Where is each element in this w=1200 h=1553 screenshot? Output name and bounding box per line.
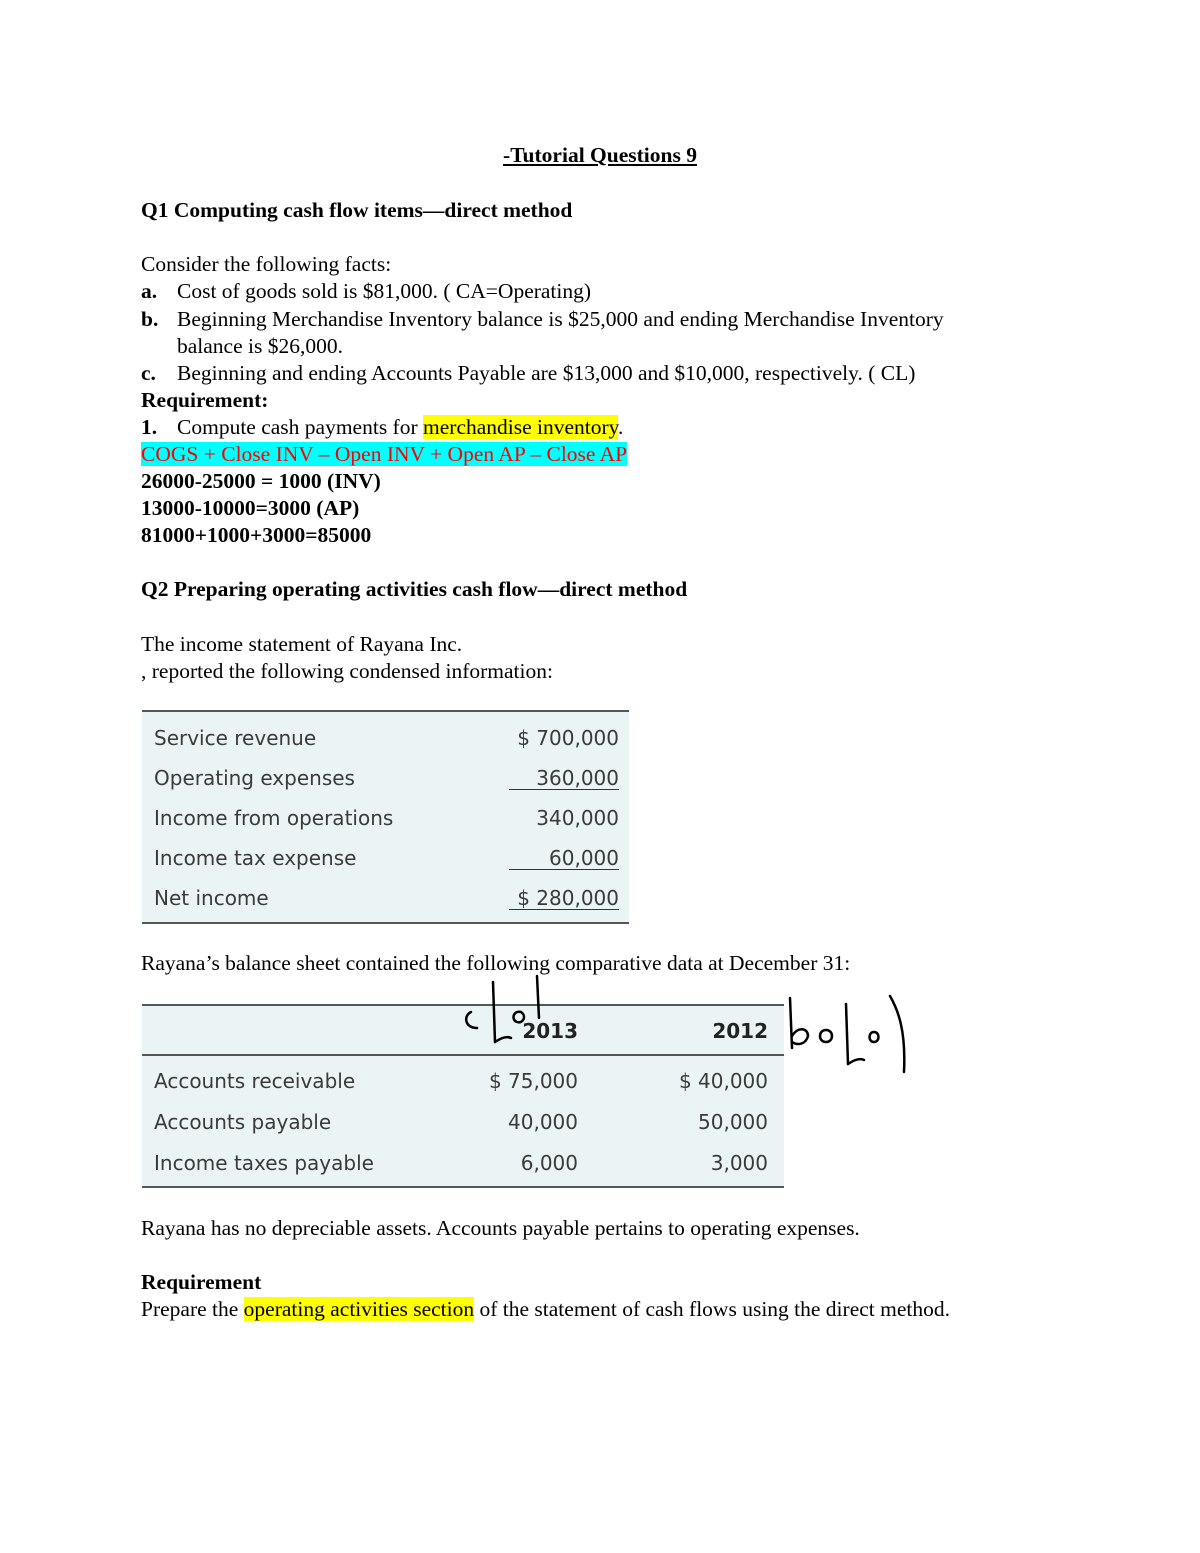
req-text-end: . bbox=[618, 415, 624, 439]
fact-label: c. bbox=[141, 361, 156, 385]
table-row bbox=[142, 758, 629, 798]
fact-label: a. bbox=[141, 279, 158, 303]
q1-requirement-label: Requirement: bbox=[141, 388, 269, 412]
value-2012: 3,000 bbox=[710, 1151, 768, 1175]
table-row bbox=[142, 838, 629, 878]
value-2012: $ 40,000 bbox=[678, 1069, 768, 1093]
balance-sheet-intro: Rayana’s balance sheet contained the following comparative data at December 31: bbox=[141, 951, 851, 975]
row-value: 60,000 bbox=[509, 838, 619, 870]
q2-intro-2: , reported the following condensed information: bbox=[141, 659, 553, 683]
q2-requirement-label: Requirement bbox=[141, 1270, 262, 1294]
row-label: Operating expenses bbox=[154, 766, 355, 790]
row-label: Income from operations bbox=[154, 806, 394, 830]
q1-fact-c bbox=[141, 360, 915, 387]
q1-work-3: 81000+1000+3000=85000 bbox=[141, 523, 372, 547]
q1-heading: Q1 Computing cash flow items—direct method bbox=[141, 198, 573, 222]
handwritten-annotation-2013 bbox=[455, 972, 555, 1047]
q1-fact-b-cont: balance is $26,000. bbox=[177, 334, 343, 358]
q1-intro: Consider the following facts: bbox=[141, 252, 392, 276]
column-header-2013: 2013 bbox=[522, 1019, 578, 1043]
row-value: $ 700,000 bbox=[517, 726, 619, 750]
table-row bbox=[142, 1102, 784, 1142]
value-2012: 50,000 bbox=[698, 1110, 768, 1134]
handwritten-annotation-2012 bbox=[782, 990, 917, 1075]
q2-requirement bbox=[141, 1296, 950, 1323]
row-label: Income taxes payable bbox=[154, 1151, 374, 1175]
q1-work-1: 26000-25000 = 1000 (INV) bbox=[141, 469, 381, 493]
table-row bbox=[142, 1143, 784, 1183]
table-row bbox=[142, 1061, 784, 1101]
q1-fact-b bbox=[141, 306, 944, 333]
row-value: $ 280,000 bbox=[509, 878, 619, 910]
row-label: Accounts receivable bbox=[154, 1069, 356, 1093]
income-statement-table bbox=[142, 710, 629, 924]
q1-formula bbox=[141, 441, 627, 468]
q1-fact-a bbox=[141, 278, 591, 305]
row-value: 360,000 bbox=[509, 758, 619, 790]
req-number: 1. bbox=[141, 415, 158, 439]
row-label: Accounts payable bbox=[154, 1110, 332, 1134]
highlighted-text: operating activities section bbox=[243, 1297, 475, 1321]
value-2013: $ 75,000 bbox=[488, 1069, 578, 1093]
row-label: Net income bbox=[154, 886, 269, 910]
fact-text: Cost of goods sold is $81,000. ( CA=Operating) bbox=[177, 279, 592, 303]
fact-label: b. bbox=[141, 307, 159, 331]
q2-heading: Q2 Preparing operating activities cash flow—direct method bbox=[141, 577, 688, 601]
row-label: Service revenue bbox=[154, 726, 317, 750]
value-2013: 6,000 bbox=[520, 1151, 578, 1175]
table-row bbox=[142, 718, 629, 758]
column-header-2012: 2012 bbox=[712, 1019, 768, 1043]
req-text: Prepare the bbox=[141, 1297, 244, 1321]
table-row bbox=[142, 878, 629, 918]
q1-requirement bbox=[141, 414, 623, 441]
row-value: 340,000 bbox=[536, 806, 619, 830]
q2-note: Rayana has no depreciable assets. Accounts payable pertains to operating expenses. bbox=[141, 1216, 860, 1240]
fact-text: Beginning Merchandise Inventory balance is $25,000 and ending Merchandise Inventory bbox=[177, 307, 944, 331]
req-text: Compute cash payments for bbox=[177, 415, 424, 439]
req-text-end: of the statement of cash flows using the direct method. bbox=[474, 1297, 950, 1321]
q2-intro-1: The income statement of Rayana Inc. bbox=[141, 632, 463, 656]
fact-text: Beginning and ending Accounts Payable are $13,000 and $10,000, respectively. ( CL) bbox=[177, 361, 916, 385]
row-label: Income tax expense bbox=[154, 846, 357, 870]
formula-highlight: COGS + Close INV – Open INV + Open AP – Close AP bbox=[141, 442, 628, 466]
value-2013: 40,000 bbox=[508, 1110, 578, 1134]
highlighted-text: merchandise inventory bbox=[423, 415, 619, 439]
document-title: -Tutorial Questions 9 bbox=[503, 143, 697, 167]
table-row bbox=[142, 798, 629, 838]
q1-work-2: 13000-10000=3000 (AP) bbox=[141, 496, 360, 520]
